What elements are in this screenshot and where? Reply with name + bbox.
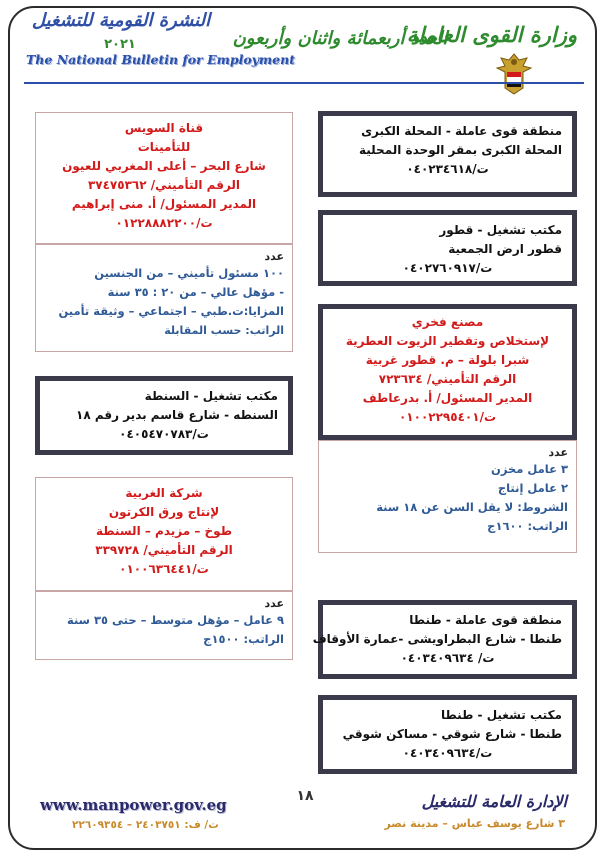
suez-type: للتأمينات: [137, 140, 191, 154]
fakhry-salary: الراتب: ١٦٠٠ج: [487, 519, 568, 533]
tanta-office-box: [318, 695, 577, 774]
tanta-region-address: طنطا - شارع البطراويشى -عمارة الأوقاف: [312, 632, 562, 646]
santa-office-address: السنطه - شارع قاسم بدير رقم ١٨: [76, 408, 278, 422]
tanta-office-address: طنطا - شارع شوقي - مساكن شوقي: [342, 727, 562, 741]
suez-address: شارع البحر – أعلى المغربي للعيون: [62, 159, 266, 173]
fakhry-conditions: الشروط: لا يقل السن عن ١٨ سنة: [376, 500, 568, 514]
bulletin-year: ٢٠٢١: [104, 37, 136, 52]
suez-count-label: عدد: [264, 250, 284, 263]
footer-department: الإدارة العامة للتشغيل: [421, 792, 567, 811]
footer-website: www.manpower.gov.eg: [40, 796, 227, 814]
gharbia-salary: الراتب: ١٥٠٠ج: [203, 632, 284, 646]
fakhry-job-line: ٣ عامل مخزن: [491, 462, 568, 476]
tanta-office-title: مكتب تشغيل - طنطا: [440, 708, 562, 722]
qutur-office-phone: ت/٠٤٠٢٧٦٠٩١٧: [402, 261, 493, 275]
header-divider: [24, 82, 584, 84]
ministry-title: وزارة القوى العاملة: [406, 22, 577, 47]
footer-phones: ت/ ف: ٢٤٠٣٧٥١ – ٢٢٦٠٩٣٥٤: [72, 819, 219, 831]
gharbia-insurance-no: الرقم التأميني/ ٣٣٩٧٢٨: [95, 543, 233, 557]
gharbia-job-line: ٩ عامل – مؤهل متوسط – حتى ٣٥ سنة: [67, 613, 284, 627]
bulletin-title-en: The National Bulletin for Employment: [26, 52, 295, 67]
fakhry-phone: ت/٠١٠٠٢٢٩٥٤٠١: [398, 410, 497, 424]
fakhry-job-details: [318, 440, 577, 553]
suez-job-line: ١٠٠ مسئول تأميني – من الجنسين: [94, 266, 284, 280]
gharbia-activity: لإنتاج ورق الكرتون: [108, 505, 220, 519]
suez-qualification: - مؤهل عالي – من ٢٠ : ٣٥ سنة: [107, 285, 284, 299]
santa-office-phone: ت/٠٤٠٥٤٧٠٧٨٣: [119, 427, 209, 441]
issue-title: العدد أربعمائة واثنان وأربعون: [232, 28, 448, 49]
gharbia-name: شركة الغربية: [125, 486, 203, 500]
fakhry-activity: لإستخلاص وتقطير الزيوت العطرية: [345, 334, 550, 348]
suez-salary: الراتب: حسب المقابلة: [164, 324, 284, 337]
tanta-office-phone: ت/٠٤٠٣٤٠٩٦٣٤: [402, 746, 493, 760]
suez-job-details: [35, 244, 293, 352]
mahalla-region-box: [318, 111, 577, 197]
bulletin-title-ar: النشرة القومية للتشغيل: [31, 10, 211, 31]
fakhry-job-line: ٢ عامل إنتاج: [497, 481, 568, 495]
gharbia-address: طوخ – مزيدم – السنطة: [95, 524, 232, 538]
fakhry-manager: المدير المسئول/ أ. بدرعاطف: [362, 391, 533, 405]
gharbia-company-box: [35, 477, 293, 591]
mahalla-address: المحلة الكبرى بمقر الوحدة المحلية: [358, 143, 562, 157]
suez-company-box: [35, 112, 293, 244]
suez-benefits: المزايا:ت.طبي – اجتماعي – وثيقة تأمين: [58, 304, 284, 318]
page-number: ١٨: [296, 788, 314, 804]
tanta-region-title: منطقة قوى عاملة - طنطا: [409, 613, 562, 627]
mahalla-phone: ت/٠٤٠٢٣٤٦١٨: [406, 162, 489, 176]
qutur-office-address: قطور ارض الجمعية: [448, 242, 562, 256]
egypt-eagle-emblem-icon: [493, 50, 535, 98]
mahalla-title: منطقة قوى عاملة - المحلة الكبرى: [361, 124, 562, 138]
santa-office-title: مكتب تشغيل - السنطة: [144, 389, 278, 403]
fakhry-company-box: [318, 304, 577, 440]
suez-insurance-no: الرقم التأميني/ ٣٧٤٧٥٣٦٢: [87, 178, 241, 192]
gharbia-job-details: [35, 591, 293, 660]
fakhry-address: شبرا بلولة – م. قطور غربية: [365, 353, 530, 367]
fakhry-insurance-no: الرقم التأميني/ ٧٢٣٦٣٤: [378, 372, 517, 386]
tanta-region-phone: ت/ ٠٤٠٣٤٠٩٦٣٤: [400, 651, 495, 665]
qutur-office-box: [318, 210, 577, 286]
footer-address: ٣ شارع يوسف عباس – مدينة نصر: [384, 817, 565, 830]
suez-manager: المدير المسئول/ أ. منى إبراهيم: [71, 197, 257, 211]
qutur-office-title: مكتب تشغيل - قطور: [439, 223, 562, 237]
suez-phone: ت/٠١٢٢٨٨٨٢٢٠٠: [115, 216, 213, 230]
suez-name: قناة السويس: [124, 121, 204, 135]
gharbia-phone: ت/٠١٠٠٦٣٦٤٤١: [119, 562, 209, 576]
fakhry-name: مصنع فخري: [411, 315, 484, 329]
fakhry-count-label: عدد: [548, 446, 568, 459]
gharbia-count-label: عدد: [264, 597, 284, 610]
tanta-region-box: [312, 600, 577, 679]
santa-office-box: [35, 376, 293, 455]
